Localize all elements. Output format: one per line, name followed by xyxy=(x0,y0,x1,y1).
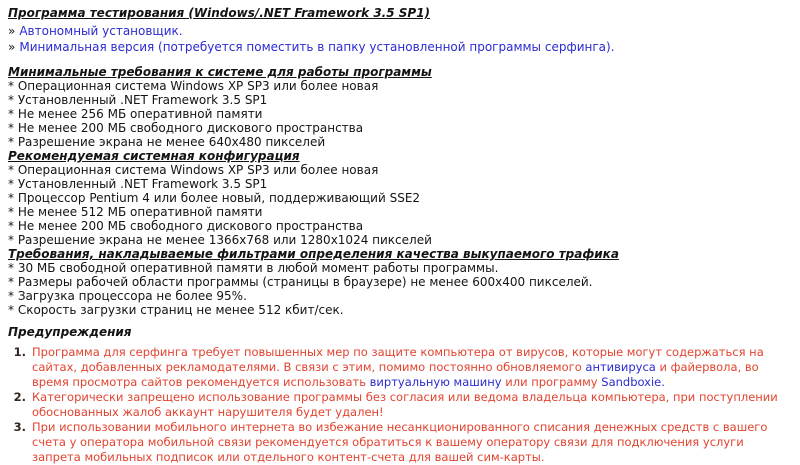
double-angle-marker: » xyxy=(8,24,16,38)
warning-number: 3. xyxy=(13,420,26,434)
download-link-row xyxy=(8,39,792,55)
warning-text-segment: или программу xyxy=(501,375,602,389)
minimal-version-link[interactable]: Минимальная версия (потребуется поместить в папку установленной программы серфинга). xyxy=(19,40,615,54)
warnings-heading: Предупреждения xyxy=(8,325,132,339)
requirement-item: * 30 МБ свободной оперативной памяти в любой момент работы программы. xyxy=(8,261,499,275)
warning-text xyxy=(32,345,788,390)
warning-item xyxy=(8,390,788,420)
requirement-item: * Загрузка процессора не более 95%. xyxy=(8,289,247,303)
double-angle-marker: » xyxy=(8,40,16,54)
page-title: Программа тестирования (Windows/.NET Framework 3.5 SP1) xyxy=(8,6,431,20)
antivirus-link[interactable]: антивируса xyxy=(585,360,656,374)
requirement-item: * Разрешение экрана не менее 640x480 пикселей xyxy=(8,135,326,149)
offline-installer-link[interactable]: Автономный установщик. xyxy=(19,24,183,38)
section-min-requirements xyxy=(8,65,792,149)
section-filter-requirements xyxy=(8,247,792,317)
section-heading: Требования, накладываемые фильтрами определения качества выкупаемого трафика xyxy=(8,247,619,261)
requirement-item: * Скорость загрузки страниц не менее 512 кбит/сек. xyxy=(8,303,344,317)
requirement-item: * Не менее 200 МБ свободного дискового пространства xyxy=(8,219,364,233)
download-link-row xyxy=(8,23,792,39)
warning-item xyxy=(8,420,788,465)
warning-number: 2. xyxy=(13,390,26,404)
requirement-item: * Операционная система Windows XP SP3 или более новая xyxy=(8,163,379,177)
warning-number: 1. xyxy=(13,345,26,359)
warnings-list xyxy=(8,345,792,465)
section-recommended-config xyxy=(8,149,792,247)
requirement-item: * Установленный .NET Framework 3.5 SP1 xyxy=(8,177,268,191)
warning-text xyxy=(32,420,788,465)
warning-text-segment: Категорически запрещено использование программы без согласия или ведома владельца компьютера, при поступлении обоснованных жалоб аккаунт нарушителя будет удален! xyxy=(32,390,778,419)
warning-item xyxy=(8,345,788,390)
requirements-sections xyxy=(8,65,792,317)
requirement-item: * Не менее 512 МБ оперативной памяти xyxy=(8,205,263,219)
requirement-item: * Размеры рабочей области программы (страницы в браузере) не менее 600x400 пикселей. xyxy=(8,275,593,289)
requirement-item: * Не менее 200 МБ свободного дискового пространства xyxy=(8,121,364,135)
section-heading: Рекомендуемая системная конфигурация xyxy=(8,149,300,163)
sandboxie-link[interactable]: Sandboxie. xyxy=(601,375,665,389)
requirement-item: * Установленный .NET Framework 3.5 SP1 xyxy=(8,93,268,107)
warning-text-segment: Программа для серфинга требует повышенных мер по защите компьютера от вирусов, которые могут содержаться на сайтах, добавленных рекламодателями. В связи с этим, помимо постоянно обновляемого xyxy=(32,345,764,374)
requirement-item: * Операционная система Windows XP SP3 или более новая xyxy=(8,79,379,93)
warning-text-segment: При использовании мобильного интернета во избежание несанкционированного списания денежных средств с вашего счета у оператора мобильной связи рекомендуется обратиться к вашему оператору связи для подключения услуги запрета мобильных подписок или отдельного контент-счета для вашей сим-карты. xyxy=(32,420,768,464)
virtual-machine-link[interactable]: виртуальную машину xyxy=(369,375,502,389)
warning-text-segment: и файервола, во время просмотра сайтов рекомендуется использовать xyxy=(32,360,759,389)
requirement-item: * Не менее 256 МБ оперативной памяти xyxy=(8,107,263,121)
download-links xyxy=(8,23,792,55)
section-heading: Минимальные требования к системе для работы программы xyxy=(8,65,432,79)
requirement-item: * Разрешение экрана не менее 1366x768 или 1280x1024 пикселей xyxy=(8,233,432,247)
requirement-item: * Процессор Pentium 4 или более новый, поддерживающий SSE2 xyxy=(8,191,421,205)
warning-text xyxy=(32,390,788,420)
